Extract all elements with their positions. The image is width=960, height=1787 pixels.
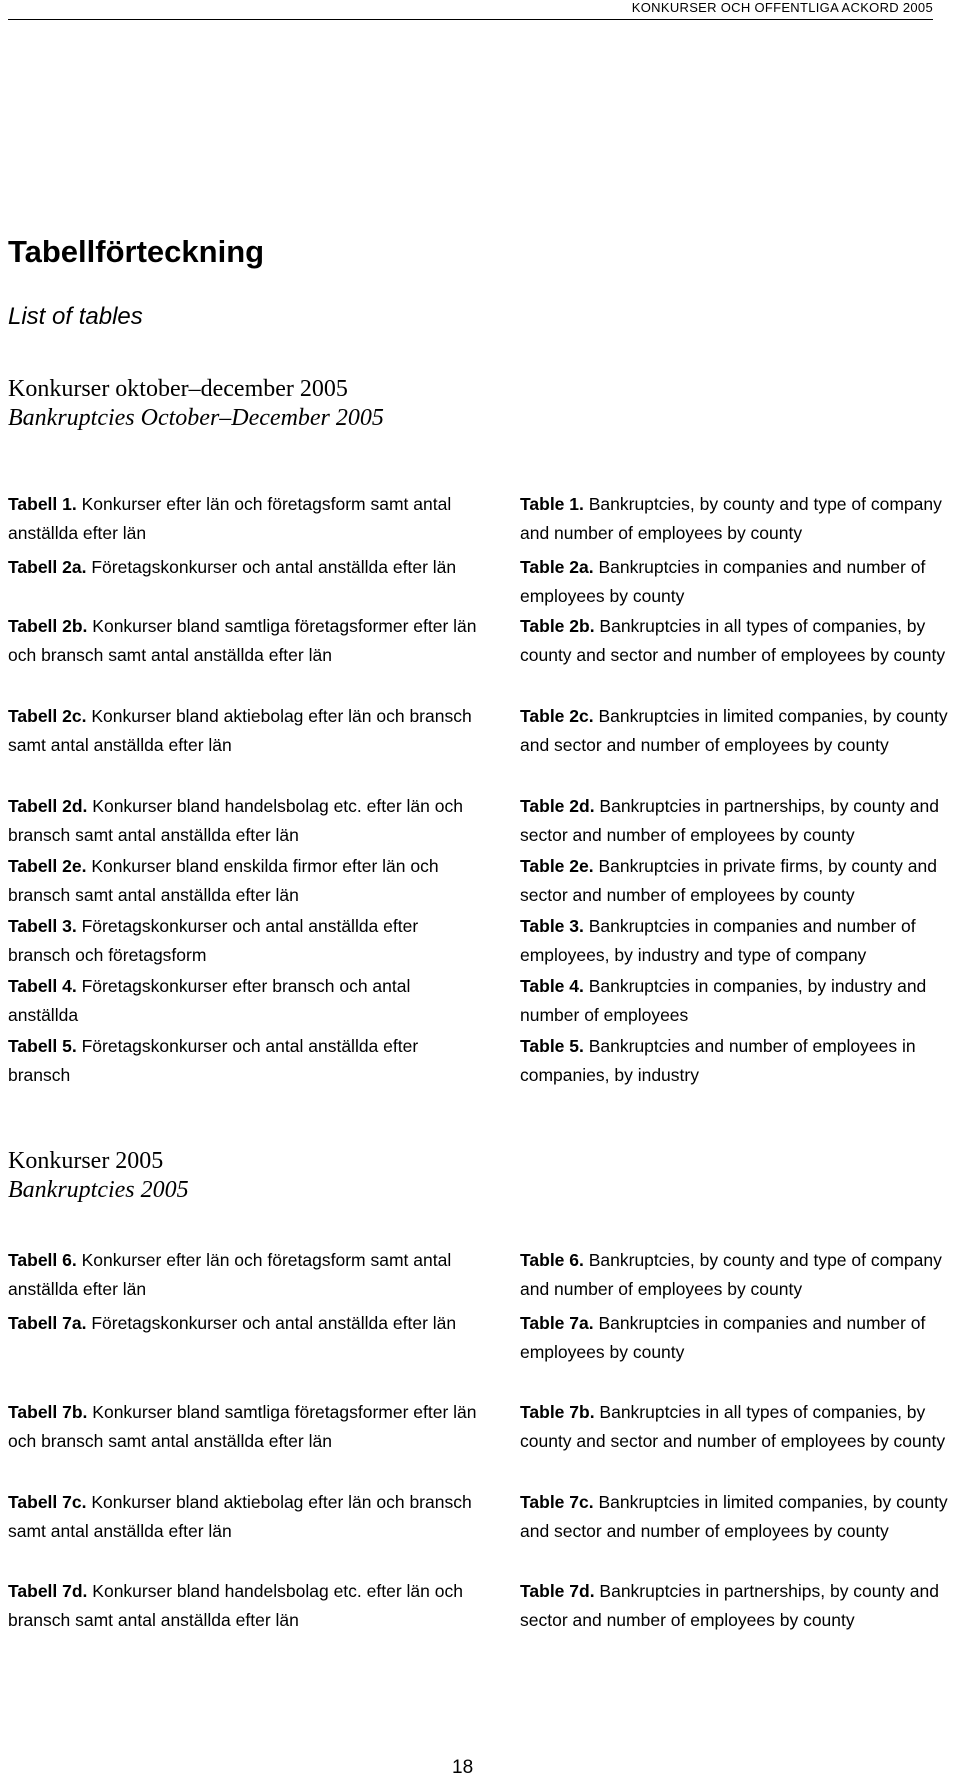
toc-entry-sv[interactable]: [8, 912, 478, 970]
page-title: Tabellförteckning: [8, 234, 265, 269]
table-label: Tabell 7a.: [8, 1313, 87, 1333]
table-description: Konkurser bland enskilda firmor efter län och bransch samt antal anställda efter län: [8, 856, 439, 905]
table-label: Table 1.: [520, 494, 584, 514]
toc-entry-sv[interactable]: [8, 702, 478, 760]
table-label: Tabell 1.: [8, 494, 77, 514]
table-description: Konkurser bland samtliga företagsformer efter län och bransch samt antal anställda efter län: [8, 1402, 477, 1451]
table-description: Bankruptcies in all types of companies, by county and sector and number of employees by county: [520, 1402, 946, 1451]
table-description: Företagskonkurser och antal anställda efter län: [86, 557, 457, 577]
table-description: Bankruptcies in companies and number of employees by county: [520, 1313, 926, 1362]
running-header: KONKURSER OCH OFFENTLIGA ACKORD 2005: [631, 0, 933, 15]
page-number: 18: [452, 1757, 474, 1778]
table-description: Bankruptcies in companies and number of employees, by industry and type of company: [520, 916, 916, 965]
toc-entry-en[interactable]: [520, 1032, 950, 1090]
toc-entry-sv[interactable]: [8, 1309, 478, 1338]
toc-entry-en[interactable]: [520, 792, 950, 850]
table-description: Bankruptcies in partnerships, by county and sector and number of employees by county: [520, 1581, 939, 1630]
toc-entry-sv[interactable]: [8, 612, 478, 670]
toc-entry-sv[interactable]: [8, 1032, 478, 1090]
table-description: Företagskonkurser och antal anställda efter bransch: [8, 1036, 419, 1085]
table-label: Table 7b.: [520, 1402, 595, 1422]
table-description: Konkurser efter län och företagsform samt antal anställda efter län: [8, 1250, 452, 1299]
table-description: Företagskonkurser och antal anställda efter län: [86, 1313, 457, 1333]
table-description: Konkurser bland handelsbolag etc. efter län och bransch samt antal anställda efter län: [8, 1581, 463, 1630]
table-description: Bankruptcies in limited companies, by county and sector and number of employees by county: [520, 1492, 948, 1541]
section-title-sv: Konkurser 2005: [8, 1148, 164, 1174]
table-label: Tabell 2d.: [8, 796, 88, 816]
table-description: Konkurser bland samtliga företagsformer efter län och bransch samt antal anställda efter län: [8, 616, 477, 665]
table-description: Bankruptcies in companies and number of employees by county: [520, 557, 926, 606]
table-label: Tabell 2b.: [8, 616, 88, 636]
table-label: Table 2b.: [520, 616, 595, 636]
table-description: Företagskonkurser och antal anställda efter bransch och företagsform: [8, 916, 419, 965]
toc-entry-sv[interactable]: [8, 1398, 478, 1456]
toc-entry-en[interactable]: [520, 912, 950, 970]
table-label: Tabell 5.: [8, 1036, 77, 1056]
toc-entry-en[interactable]: [520, 1577, 950, 1635]
section-title-en: Bankruptcies October–December 2005: [8, 405, 384, 431]
table-label: Table 2e.: [520, 856, 594, 876]
toc-entry-en[interactable]: [520, 1488, 950, 1546]
table-label: Tabell 3.: [8, 916, 77, 936]
table-description: Konkurser bland aktiebolag efter län och bransch samt antal anställda efter län: [8, 706, 472, 755]
table-label: Tabell 7b.: [8, 1402, 88, 1422]
toc-entry-en[interactable]: [520, 553, 950, 611]
table-description: Konkurser bland handelsbolag etc. efter län och bransch samt antal anställda efter län: [8, 796, 463, 845]
table-description: Bankruptcies in companies, by industry and number of employees: [520, 976, 927, 1025]
table-label: Table 5.: [520, 1036, 584, 1056]
toc-entry-en[interactable]: [520, 972, 950, 1030]
table-label: Table 7d.: [520, 1581, 595, 1601]
page-subtitle: List of tables: [8, 303, 143, 330]
table-description: Bankruptcies in limited companies, by county and sector and number of employees by county: [520, 706, 948, 755]
toc-entry-sv[interactable]: [8, 553, 478, 582]
table-label: Table 7a.: [520, 1313, 594, 1333]
section-heading: [8, 1147, 189, 1205]
table-label: Table 4.: [520, 976, 584, 996]
toc-entry-en[interactable]: [520, 1309, 950, 1367]
toc-entry-en[interactable]: [520, 612, 950, 670]
table-description: Bankruptcies in partnerships, by county and sector and number of employees by county: [520, 796, 939, 845]
table-label: Tabell 7c.: [8, 1492, 87, 1512]
table-label: Tabell 7d.: [8, 1581, 88, 1601]
header-rule: [8, 19, 933, 20]
table-label: Table 3.: [520, 916, 584, 936]
table-label: Table 7c.: [520, 1492, 594, 1512]
toc-entry-sv[interactable]: [8, 1488, 478, 1546]
table-description: Företagskonkurser efter bransch och antal anställda: [8, 976, 411, 1025]
toc-entry-sv[interactable]: [8, 1246, 478, 1304]
table-label: Table 6.: [520, 1250, 584, 1270]
section-heading: [8, 375, 384, 433]
table-label: Table 2c.: [520, 706, 594, 726]
table-label: Tabell 4.: [8, 976, 77, 996]
section-title-sv: Konkurser oktober–december 2005: [8, 376, 348, 402]
section-title-en: Bankruptcies 2005: [8, 1177, 189, 1203]
table-description: Konkurser efter län och företagsform samt antal anställda efter län: [8, 494, 452, 543]
toc-entry-en[interactable]: [520, 1246, 950, 1304]
toc-entry-en[interactable]: [520, 1398, 950, 1456]
toc-entry-en[interactable]: [520, 702, 950, 760]
table-description: Bankruptcies, by county and type of company and number of employees by county: [520, 1250, 942, 1299]
table-label: Tabell 2a.: [8, 557, 87, 577]
table-label: Tabell 2e.: [8, 856, 87, 876]
table-description: Bankruptcies and number of employees in companies, by industry: [520, 1036, 916, 1085]
table-label: Tabell 2c.: [8, 706, 87, 726]
toc-entry-sv[interactable]: [8, 792, 478, 850]
table-description: Bankruptcies, by county and type of company and number of employees by county: [520, 494, 942, 543]
table-description: Bankruptcies in private firms, by county and sector and number of employees by county: [520, 856, 937, 905]
toc-entry-en[interactable]: [520, 852, 950, 910]
toc-entry-sv[interactable]: [8, 852, 478, 910]
toc-entry-sv[interactable]: [8, 490, 478, 548]
toc-entry-sv[interactable]: [8, 972, 478, 1030]
table-label: Tabell 6.: [8, 1250, 77, 1270]
toc-entry-sv[interactable]: [8, 1577, 478, 1635]
table-description: Konkurser bland aktiebolag efter län och bransch samt antal anställda efter län: [8, 1492, 472, 1541]
table-label: Table 2a.: [520, 557, 594, 577]
toc-entry-en[interactable]: [520, 490, 950, 548]
table-label: Table 2d.: [520, 796, 595, 816]
table-description: Bankruptcies in all types of companies, by county and sector and number of employees by county: [520, 616, 946, 665]
